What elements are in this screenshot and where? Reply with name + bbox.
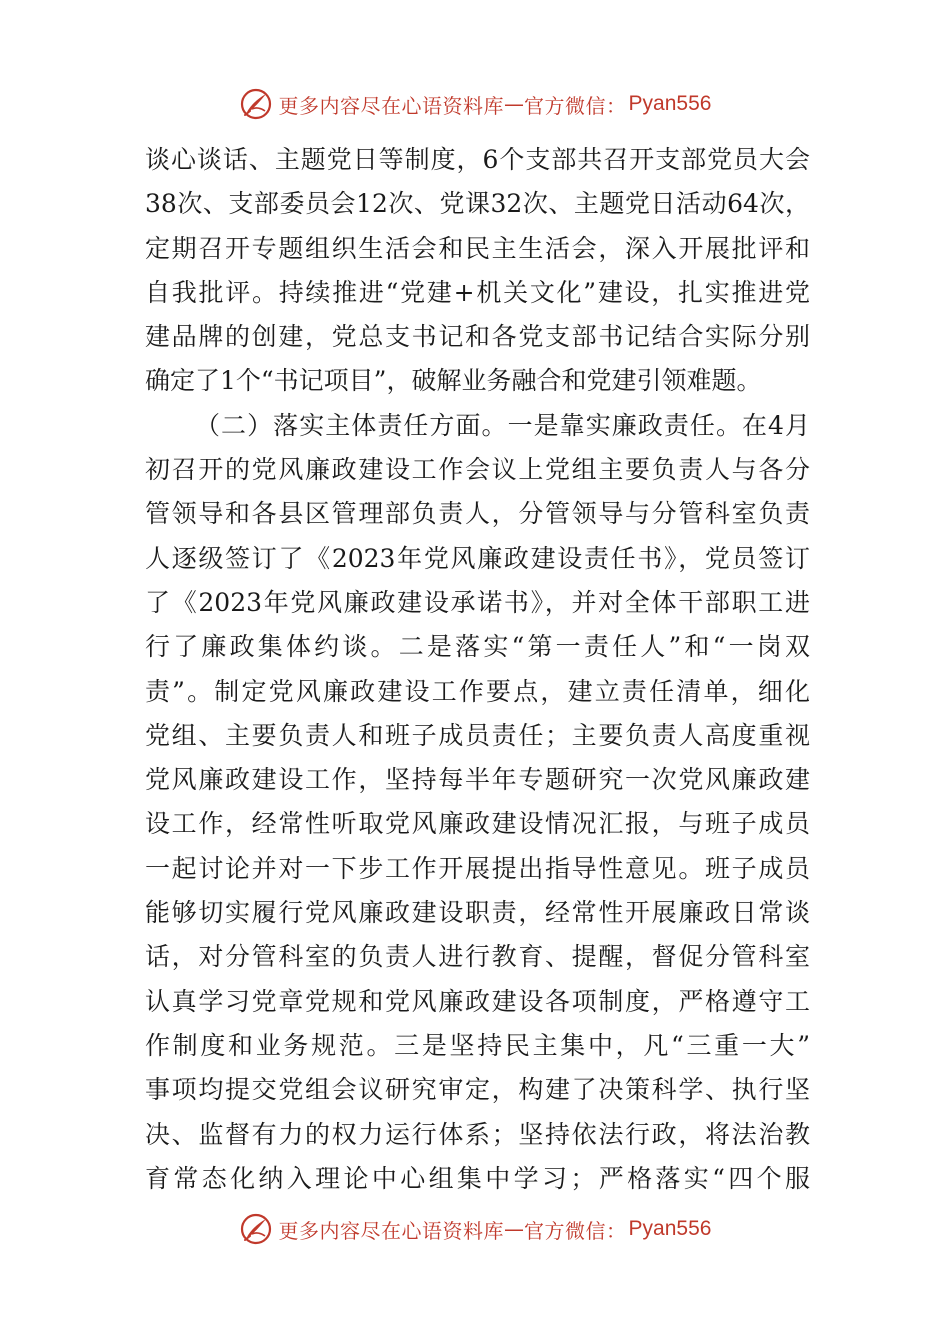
watermark-wechat-id: Pyan556	[628, 1217, 712, 1240]
body-line: 党风廉政建设工作，坚持每半年专题研究一次党风廉政建	[145, 765, 810, 795]
section-heading-line: （二）落实主体责任方面。一是靠实廉政责任。在4月	[195, 410, 810, 440]
body-line: 行了廉政集体约谈。二是落实“第一责任人”和“一岗双	[145, 632, 810, 662]
watermark-wechat-id: Pyan556	[628, 92, 712, 115]
body-line: 设工作，经常性听取党风廉政建设情况汇报，与班子成员	[145, 809, 810, 839]
body-line: 责”。制定党风廉政建设工作要点，建立责任清单，细化	[145, 676, 810, 706]
document-body	[145, 138, 810, 1201]
body-line: 定期召开专题组织生活会和民主生活会，深入开展批评和	[145, 233, 810, 263]
body-line: 确定了1个“书记项目”，破解业务融合和党建引领难题。	[145, 366, 762, 396]
body-line: 建品牌的创建，党总支书记和各党支部书记结合实际分别	[145, 322, 810, 352]
body-line: 决、监督有力的权力运行体系；坚持依法行政，将法治教	[145, 1119, 810, 1149]
body-line: 育常态化纳入理论中心组集中学习；严格落实“四个服	[145, 1163, 810, 1193]
header-watermark	[0, 82, 950, 126]
watermark-dash: —	[504, 1217, 525, 1241]
pen-logo-icon	[239, 87, 273, 121]
body-line: 党组、主要负责人和班子成员责任；主要负责人高度重视	[145, 720, 810, 750]
body-line: 人逐级签订了《2023年党风廉政建设责任书》，党员签订	[145, 543, 810, 573]
watermark-dash: —	[504, 92, 525, 116]
body-line: 作制度和业务规范。三是坚持民主集中，凡“三重一大”	[145, 1030, 810, 1060]
watermark-main-text: 更多内容尽在心语资料库	[278, 1218, 505, 1243]
body-line: 话，对分管科室的负责人进行教育、提醒，督促分管科室	[145, 942, 810, 972]
body-line: 了《2023年党风廉政建设承诺书》，并对全体干部职工进	[145, 587, 810, 617]
body-line: 初召开的党风廉政建设工作会议上党组主要负责人与各分	[145, 455, 810, 485]
body-line: 一起讨论并对一下步工作开展提出指导性意见。班子成员	[145, 853, 810, 883]
watermark-wechat-label: 官方微信：	[524, 1218, 627, 1243]
body-line: 事项均提交党组会议研究审定，构建了决策科学、执行坚	[145, 1075, 810, 1105]
pen-logo-icon	[239, 1212, 273, 1246]
body-line: 能够切实履行党风廉政建设职责，经常性开展廉政日常谈	[145, 898, 810, 928]
footer-watermark	[0, 1207, 950, 1251]
body-line: 38次、支部委员会12次、党课32次、主题党日活动64次，	[145, 189, 810, 219]
body-line: 自我批评。持续推进“党建+机关文化”建设，扎实推进党	[145, 277, 810, 307]
watermark-main-text: 更多内容尽在心语资料库	[278, 93, 505, 118]
body-line: 认真学习党章党规和党风廉政建设各项制度，严格遵守工	[145, 986, 810, 1016]
body-line: 谈心谈话、主题党日等制度，6个支部共召开支部党员大会	[145, 145, 810, 174]
watermark-wechat-label: 官方微信：	[524, 93, 627, 118]
body-line: 管领导和各县区管理部负责人，分管领导与分管科室负责	[145, 499, 810, 529]
